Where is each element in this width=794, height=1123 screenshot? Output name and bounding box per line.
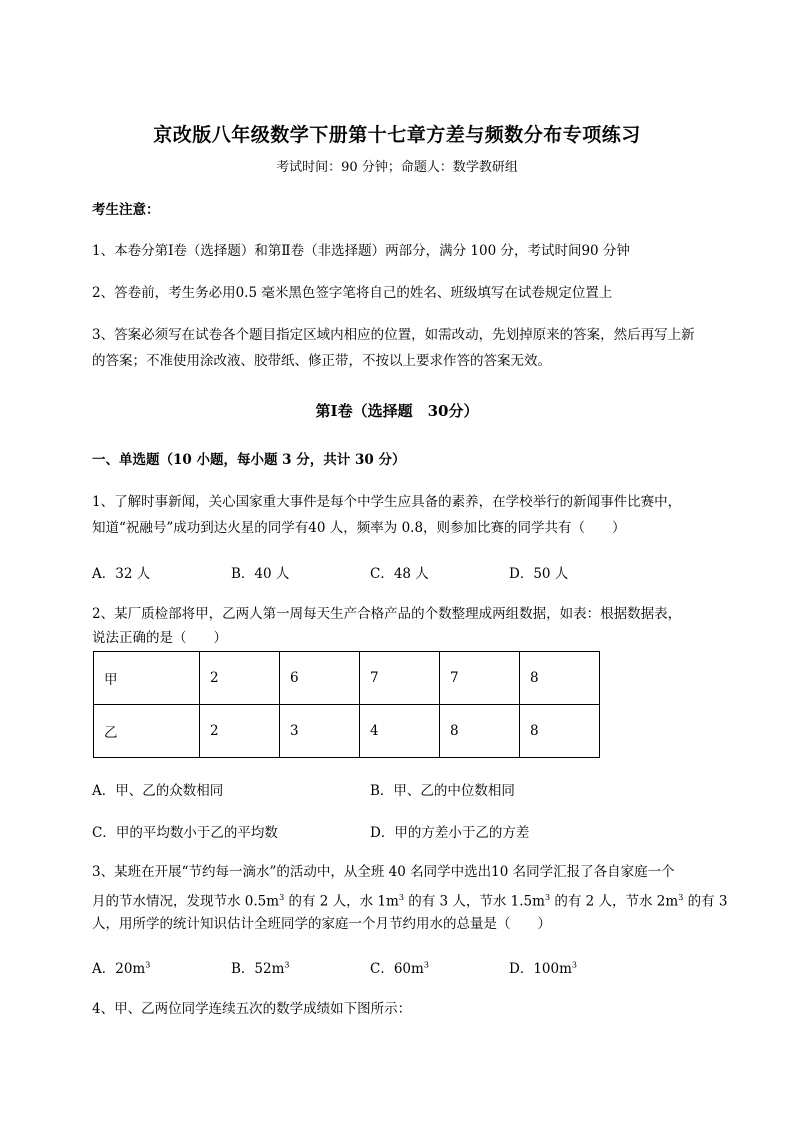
q3-option-a[interactable]: A．$20m^3$ bbox=[92, 960, 151, 977]
q3-option-d[interactable]: D．$100m^3$ bbox=[509, 960, 577, 977]
q2-option-b[interactable]: B．甲、乙的中位数相同 bbox=[370, 783, 515, 799]
question-3-line-1: 3、某班在开展“节约每一滴水”的活动中，从全班 40 名同学中选出10 名同学汇报了各自家庭一个 bbox=[92, 864, 675, 880]
page-title: 京改版八年级数学下册第十七章方差与频数分布专项练习 bbox=[153, 124, 641, 146]
question-1-line-2: 知道“祝融号”成功到达火星的同学有40 人，频率为 0.8，则参加比赛的同学共有（ ） bbox=[92, 520, 626, 536]
data-table bbox=[93, 651, 600, 758]
question-3-line-3: 人，用所学的统计知识估计全班同学的家庭一个月节约用水的总量是（ ） bbox=[92, 916, 551, 932]
table-cell: 2 bbox=[200, 652, 280, 705]
note-item: 3、答案必须写在试卷各个题目指定区域内相应的位置，如需改动，先划掉原来的答案，然后再写上新 bbox=[92, 327, 695, 343]
table-cell: 8 bbox=[440, 705, 520, 758]
table-cell: 3 bbox=[280, 705, 360, 758]
question-1-line-1: 1、了解时事新闻，关心国家重大事件是每个中学生应具备的素养，在学校举行的新闻事件比赛中， bbox=[92, 494, 682, 510]
table-cell: 2 bbox=[200, 705, 280, 758]
table-cell: 乙 bbox=[94, 705, 200, 758]
table-cell: 6 bbox=[280, 652, 360, 705]
q1-option-c[interactable]: C．48 人 bbox=[370, 566, 429, 582]
question-2-line-2: 说法正确的是（ ） bbox=[92, 630, 227, 646]
q2-option-c[interactable]: C．甲的平均数小于乙的平均数 bbox=[92, 825, 278, 841]
table-cell: 8 bbox=[520, 705, 600, 758]
table-cell: 7 bbox=[440, 652, 520, 705]
q3-option-b[interactable]: B．$52m^3$ bbox=[231, 960, 290, 977]
q1-option-d[interactable]: D．50 人 bbox=[509, 566, 569, 582]
table-row bbox=[94, 652, 600, 705]
note-item: 1、本卷分第Ⅰ卷（选择题）和第Ⅱ卷（非选择题）两部分，满分 100 分，考试时间90 分钟 bbox=[92, 243, 630, 259]
q1-option-a[interactable]: A．32 人 bbox=[92, 566, 151, 582]
note-item: 的答案；不准使用涂改液、胶带纸、修正带，不按以上要求作答的答案无效。 bbox=[92, 353, 551, 369]
exam-info: 考试时间：90 分钟；命题人：数学教研组 bbox=[276, 160, 518, 175]
question-4-line-1: 4、甲、乙两位同学连续五次的数学成绩如下图所示： bbox=[92, 1001, 412, 1017]
table-cell: 7 bbox=[360, 652, 440, 705]
q2-option-d[interactable]: D．甲的方差小于乙的方差 bbox=[370, 825, 530, 841]
q1-option-b[interactable]: B．40 人 bbox=[231, 566, 290, 582]
q2-option-a[interactable]: A．甲、乙的众数相同 bbox=[92, 783, 224, 799]
note-item: 2、答卷前，考生务必用0.5 毫米黑色签字笔将自己的姓名、班级填写在试卷规定位置上 bbox=[92, 285, 613, 301]
part-heading: 一、单选题（10 小题，每小题 3 分，共计 30 分） bbox=[92, 452, 406, 468]
section-title: 第Ⅰ卷（选择题 30分） bbox=[315, 402, 479, 420]
table-row bbox=[94, 705, 600, 758]
notes-heading: 考生注意： bbox=[92, 202, 160, 218]
question-2-line-1: 2、某厂质检部将甲，乙两人第一周每天生产合格产品的个数整理成两组数据，如表：根据数据表， bbox=[92, 606, 682, 622]
table-cell: 4 bbox=[360, 705, 440, 758]
q3-option-c[interactable]: C．$60m^3$ bbox=[370, 960, 429, 977]
question-3-line-2: 月的节水情况，发现节水 $0.5m^3$ 的有 2 人，水 $1m^3$ 的有 3 人，节水 $1.5m^3$ 的有 2 人，节水 $2m^3$ 的有 3 bbox=[92, 893, 728, 910]
table-cell: 8 bbox=[520, 652, 600, 705]
table-cell: 甲 bbox=[94, 652, 200, 705]
